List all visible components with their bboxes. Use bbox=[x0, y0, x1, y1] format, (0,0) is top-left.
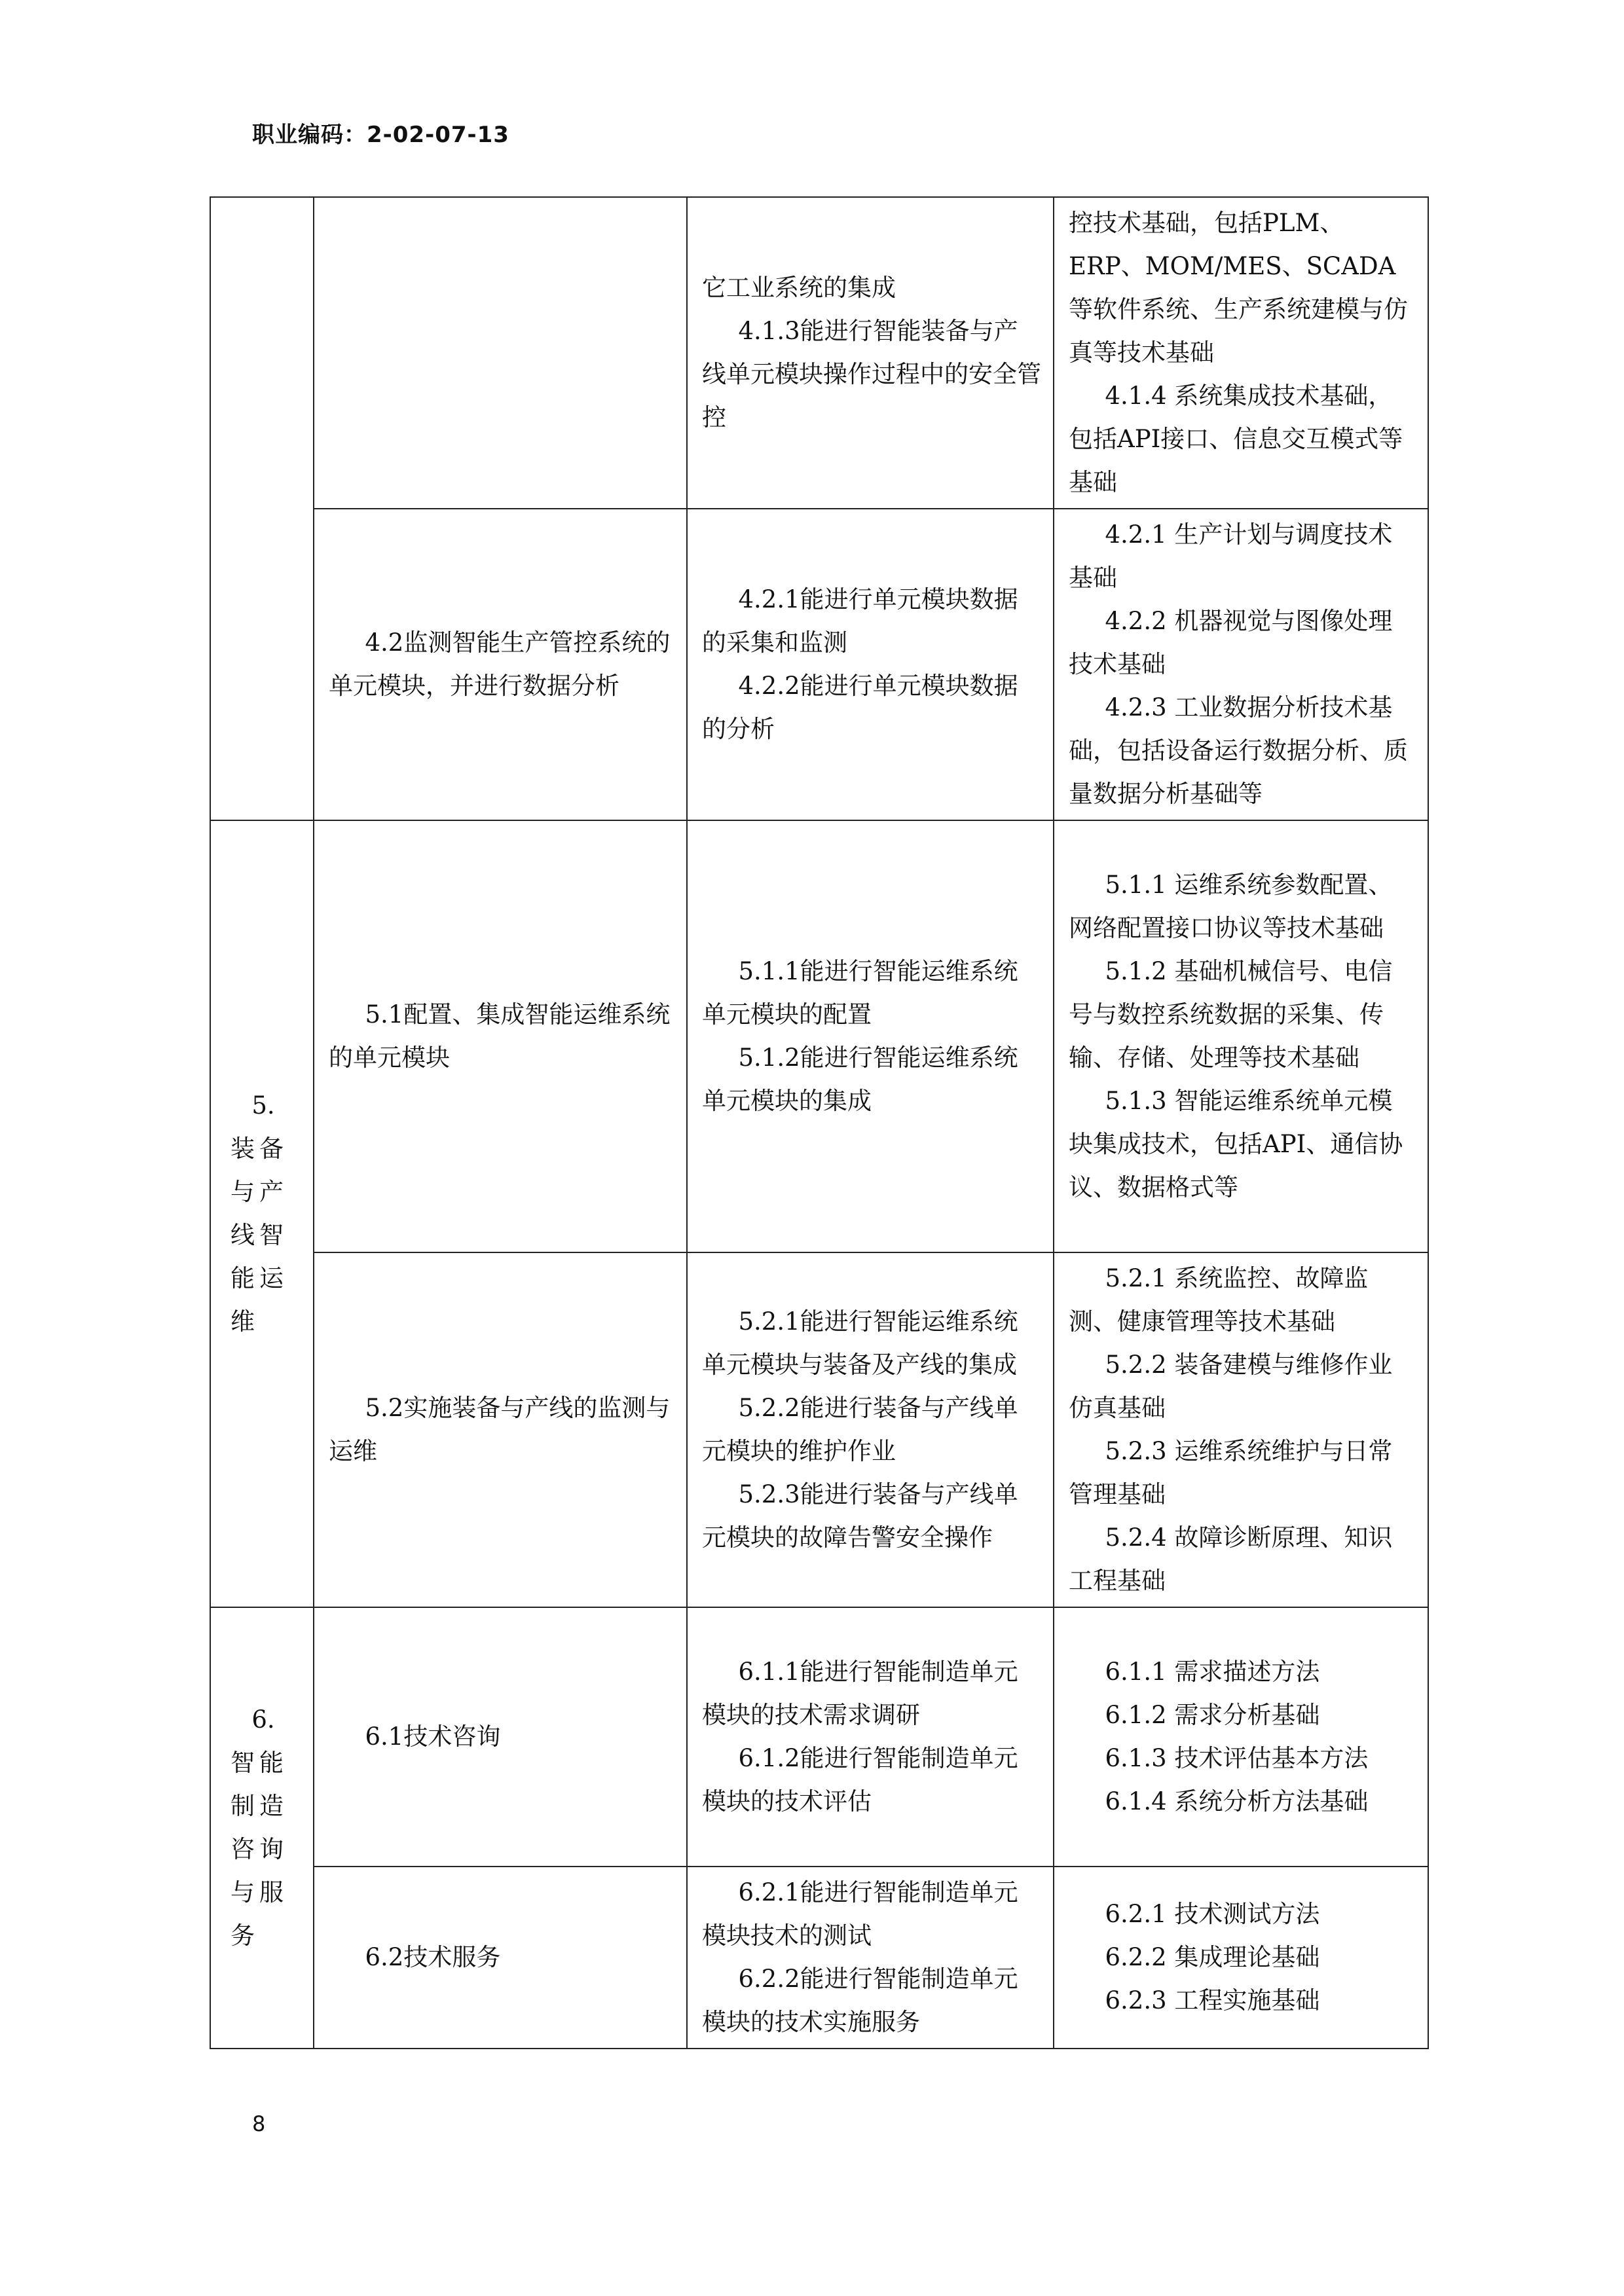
knowledge-line: 6.1.2 需求分析基础 bbox=[1105, 1701, 1320, 1729]
task-line: 4.2监测智能生产管控系统的单元模块，并进行数据分析 bbox=[329, 629, 671, 700]
skill-line: 5.2.2能进行装备与产线单元模块的维护作业 bbox=[702, 1394, 1018, 1465]
knowledge-line: 5.2.2 装备建模与维修作业仿真基础 bbox=[1069, 1351, 1393, 1422]
table-row bbox=[210, 1607, 1428, 1867]
knowledge-line: 5.1.2 基础机械信号、电信号与数控系统数据的采集、传输、存储、处理等技术基础 bbox=[1069, 957, 1393, 1072]
task-cell bbox=[314, 197, 687, 509]
task-line: 6.1技术咨询 bbox=[365, 1722, 501, 1751]
category-number: 5. bbox=[251, 1091, 275, 1120]
skill-line: 5.1.2能进行智能运维系统单元模块的集成 bbox=[702, 1044, 1018, 1115]
table-row bbox=[210, 1867, 1428, 2049]
table-row bbox=[210, 1252, 1428, 1607]
knowledge-line: 6.1.4 系统分析方法基础 bbox=[1105, 1787, 1369, 1815]
knowledge-line: 4.2.1 生产计划与调度技术基础 bbox=[1069, 520, 1393, 592]
knowledge-line: 6.2.3 工程实施基础 bbox=[1105, 1986, 1320, 2014]
table-row bbox=[210, 509, 1428, 820]
skills-cell bbox=[687, 820, 1054, 1252]
knowledge-line: 5.1.1 运维系统参数配置、网络配置接口协议等技术基础 bbox=[1069, 871, 1393, 942]
task-cell bbox=[314, 509, 687, 820]
task-cell bbox=[314, 820, 687, 1252]
skill-line: 4.2.2能进行单元模块数据的分析 bbox=[702, 672, 1018, 743]
skill-line: 4.1.3能进行智能装备与产线单元模块操作过程中的安全管控 bbox=[702, 317, 1041, 431]
knowledge-line: 4.2.2 机器视觉与图像处理技术基础 bbox=[1069, 607, 1393, 678]
skill-line: 5.2.3能进行装备与产线单元模块的故障告警安全操作 bbox=[702, 1480, 1018, 1552]
knowledge-line: 4.2.3 工业数据分析技术基础，包括设备运行数据分析、质量数据分析基础等 bbox=[1069, 693, 1408, 808]
skills-cell bbox=[687, 1252, 1054, 1607]
knowledge-line: 4.1.4 系统集成技术基础，包括API接口、信息交互模式等基础 bbox=[1069, 382, 1403, 496]
skills-cell bbox=[687, 509, 1054, 820]
knowledge-line: 6.1.3 技术评估基本方法 bbox=[1105, 1744, 1369, 1772]
task-line: 6.2技术服务 bbox=[365, 1943, 501, 1971]
task-line: 5.2实施装备与产线的监测与运维 bbox=[329, 1394, 671, 1465]
category-name: 装备与产线智能运维 bbox=[231, 1135, 286, 1336]
knowledge-line: 6.2.1 技术测试方法 bbox=[1105, 1900, 1320, 1928]
knowledge-line: 6.2.2 集成理论基础 bbox=[1105, 1943, 1320, 1971]
skill-line: 6.2.2能进行智能制造单元模块的技术实施服务 bbox=[702, 1965, 1018, 2036]
skill-line: 6.1.1能进行智能制造单元模块的技术需求调研 bbox=[702, 1658, 1018, 1729]
skills-cell bbox=[687, 1867, 1054, 2049]
standards-table bbox=[210, 196, 1429, 2049]
skill-line: 5.2.1能进行智能运维系统单元模块与装备及产线的集成 bbox=[702, 1307, 1018, 1379]
knowledge-line: 控技术基础，包括PLM、ERP、MOM/MES、SCADA等软件系统、生产系统建模与仿真等技术基础 bbox=[1069, 209, 1408, 367]
page-number: 8 bbox=[252, 2111, 266, 2136]
knowledge-cell bbox=[1054, 197, 1428, 509]
task-cell bbox=[314, 1867, 687, 2049]
skills-cell bbox=[687, 1607, 1054, 1867]
skill-line: 4.2.1能进行单元模块数据的采集和监测 bbox=[702, 585, 1018, 657]
category-cell-5 bbox=[210, 820, 314, 1607]
knowledge-line: 5.2.1 系统监控、故障监测、健康管理等技术基础 bbox=[1069, 1264, 1369, 1336]
skill-line: 它工业系统的集成 bbox=[702, 274, 896, 302]
knowledge-line: 5.2.3 运维系统维护与日常管理基础 bbox=[1069, 1437, 1393, 1508]
category-name: 智能制造咨询与服务 bbox=[231, 1749, 286, 1950]
knowledge-cell bbox=[1054, 1252, 1428, 1607]
knowledge-cell bbox=[1054, 1867, 1428, 2049]
skill-line: 6.2.1能进行智能制造单元模块技术的测试 bbox=[702, 1878, 1018, 1950]
skills-cell bbox=[687, 197, 1054, 509]
knowledge-cell bbox=[1054, 820, 1428, 1252]
skill-line: 5.1.1能进行智能运维系统单元模块的配置 bbox=[702, 957, 1018, 1029]
category-number: 6. bbox=[251, 1705, 275, 1734]
table-row bbox=[210, 197, 1428, 509]
table-row bbox=[210, 820, 1428, 1252]
knowledge-cell bbox=[1054, 509, 1428, 820]
skill-line: 6.1.2能进行智能制造单元模块的技术评估 bbox=[702, 1744, 1018, 1815]
category-cell-4-continued bbox=[210, 197, 314, 820]
category-cell-6 bbox=[210, 1607, 314, 2049]
knowledge-cell bbox=[1054, 1607, 1428, 1867]
knowledge-line: 6.1.1 需求描述方法 bbox=[1105, 1658, 1320, 1686]
task-cell bbox=[314, 1607, 687, 1867]
knowledge-line: 5.1.3 智能运维系统单元模块集成技术，包括API、通信协议、数据格式等 bbox=[1069, 1087, 1403, 1201]
occupation-code-header: 职业编码：2-02-07-13 bbox=[252, 122, 509, 148]
task-cell bbox=[314, 1252, 687, 1607]
task-line: 5.1配置、集成智能运维系统的单元模块 bbox=[329, 1000, 671, 1072]
knowledge-line: 5.2.4 故障诊断原理、知识工程基础 bbox=[1069, 1523, 1393, 1595]
